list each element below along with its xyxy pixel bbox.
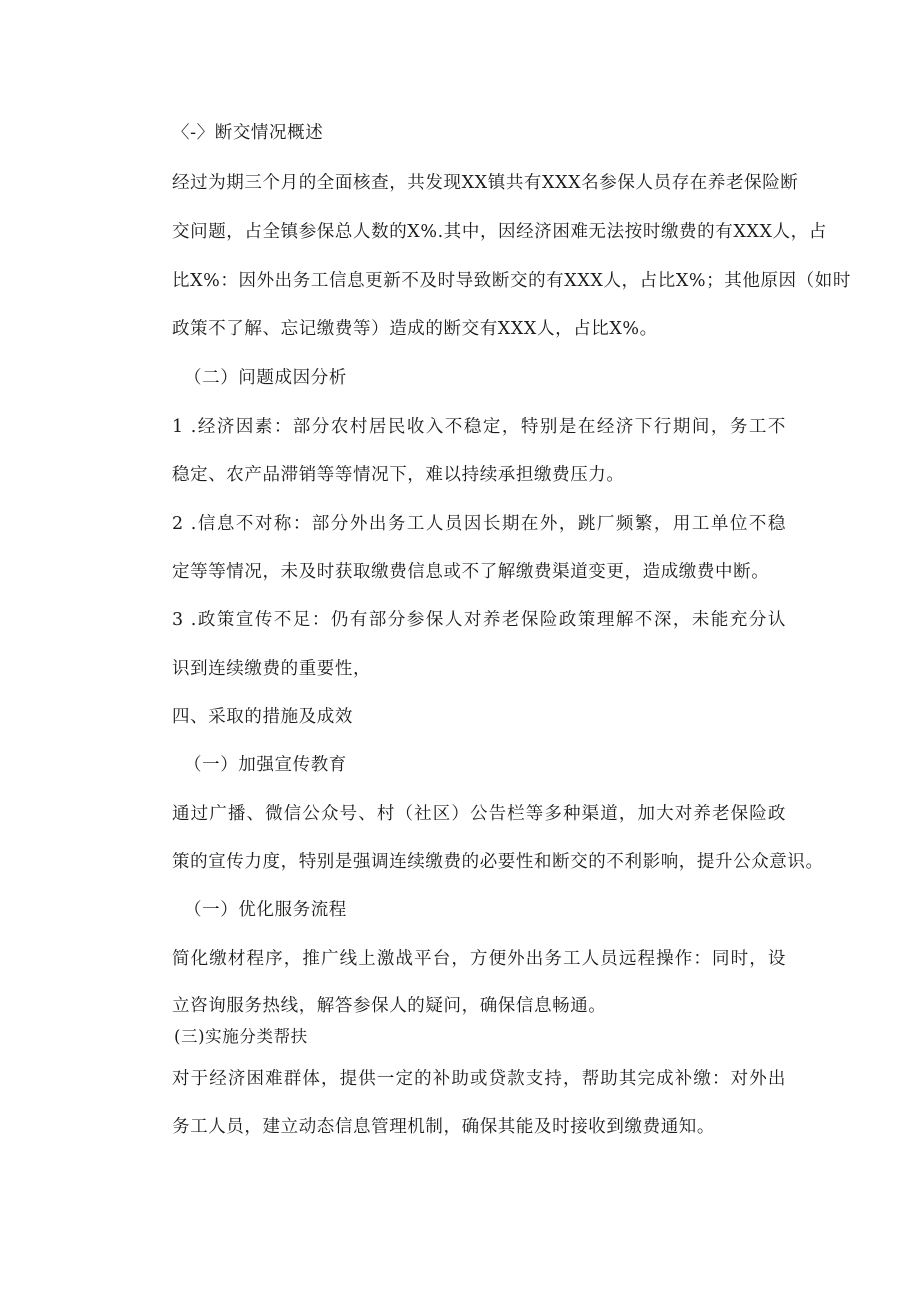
paragraph-line: 通过广播、微信公众号、村（社区）公告栏等多种渠道，加大对养老保险政 bbox=[172, 804, 786, 824]
numbered-item-3: 3 .政策宣传不足：仍有部分参保人对养老保险政策理解不深，未能充分认 bbox=[172, 610, 786, 630]
paragraph-line: 简化缴材程序，推广线上激战平台，方便外出务工人员远程操作：同时，设 bbox=[172, 949, 786, 969]
numbered-item-2: 2 .信息不对称：部分外出务工人员因长期在外，跳厂频繁，用工单位不稳 bbox=[172, 514, 786, 534]
section-heading-causes: （二）问题成因分析 bbox=[184, 368, 347, 388]
numbered-item-1: 1 .经济因素：部分农村居民收入不稳定，特别是在经济下行期间，务工不 bbox=[172, 417, 786, 437]
paragraph-line: 识到连续缴费的重要性， bbox=[172, 659, 372, 679]
paragraph-line: 经过为期三个月的全面核查，共发现XX镇共有XXX名参保人员存在养老保险断 bbox=[172, 173, 799, 193]
paragraph-line: 交问题，占全镇参保总人数的X%.其中，因经济困难无法按时缴费的有XXX人，占 bbox=[172, 222, 827, 242]
paragraph-line: 政策不了解、忘记缴费等）造成的断交有XXX人，占比X%。 bbox=[172, 319, 658, 339]
paragraph-line: 定等等情况，未及时获取缴费信息或不了解缴费渠道变更，造成缴费中断。 bbox=[172, 562, 770, 582]
section-heading-publicity: （一）加强宣传教育 bbox=[184, 755, 347, 775]
chapter-heading-measures: 四、采取的措施及成效 bbox=[172, 707, 353, 727]
paragraph-line: 对于经济困难群体，提供一定的补助或贷款支持，帮助其完成补缴：对外出 bbox=[172, 1069, 786, 1089]
paragraph-line: 务工人员，建立动态信息管理机制，确保其能及时接收到缴费通知。 bbox=[172, 1117, 715, 1137]
section-heading-service: （一）优化服务流程 bbox=[184, 900, 347, 920]
section-heading-assistance: (三)实施分类帮扶 bbox=[174, 1027, 308, 1046]
section-heading-overview: 〈-〉断交情况概述 bbox=[172, 123, 324, 143]
paragraph-line: 策的宣传力度，特别是强调连续缴费的必要性和断交的不利影响，提升公众意识。 bbox=[172, 852, 824, 872]
paragraph-line: 立咨询服务热线，解答参保人的疑问，确保信息畅通。 bbox=[172, 996, 607, 1016]
paragraph-line: 比X%：因外出务工信息更新不及时导致断交的有XXX人，占比X%；其他原因（如时 bbox=[172, 271, 851, 291]
paragraph-line: 稳定、农产品滞销等等情况下，难以持续承担缴费压力。 bbox=[172, 465, 625, 485]
